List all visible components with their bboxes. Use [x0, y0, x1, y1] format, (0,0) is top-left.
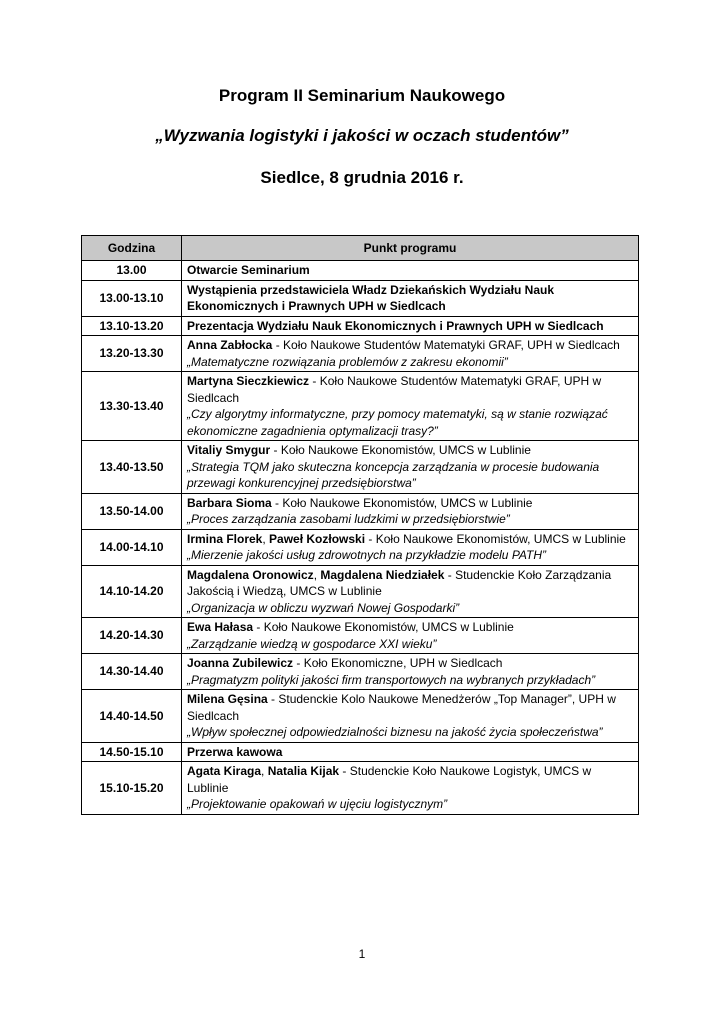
row-item — [182, 742, 639, 762]
row-item — [182, 493, 639, 529]
table-row — [82, 654, 639, 690]
row-item — [182, 336, 639, 372]
page-number: 1 — [358, 947, 366, 961]
row-topic: „Strategia TQM jako skuteczna koncepcja zarządzania w procesie budowania przewagi konkurencyjnej przedsiębiorstwa” — [187, 459, 600, 490]
table-row — [82, 316, 639, 336]
row-lead-second: Paweł Kozłowski — [269, 531, 366, 546]
row-item — [182, 762, 639, 815]
place-date: Siedlce, 8 grudnia 2016 r. — [260, 168, 464, 187]
row-topic: „Proces zarządzania zasobami ludzkimi w przedsiębiorstwie” — [187, 512, 510, 526]
row-time: 13.40-13.50 — [82, 441, 182, 494]
row-lead: Martyna Sieczkiewicz — [187, 374, 310, 388]
row-item — [182, 280, 639, 316]
row-topic: „Wpływ społecznej odpowiedzialności biznesu na jakość życia społeczeństwa” — [187, 725, 603, 739]
table-row — [82, 280, 639, 316]
table-row — [82, 493, 639, 529]
row-affiliation: - Koło Naukowe Studentów Matematyki GRAF, UPH w Siedlcach — [272, 338, 620, 352]
row-lead: Otwarcie Seminarium — [187, 263, 310, 277]
row-affiliation: - Koło Naukowe Ekonomistów, UMCS w Lublinie — [365, 531, 626, 546]
row-time: 14.20-14.30 — [82, 618, 182, 654]
table-row — [82, 336, 639, 372]
row-lead: Agata Kiraga — [187, 764, 262, 778]
row-item — [182, 261, 639, 281]
row-item — [182, 654, 639, 690]
document-title: Program II Seminarium Naukowego — [218, 86, 506, 105]
row-time: 14.30-14.40 — [82, 654, 182, 690]
table-header-row — [82, 236, 639, 261]
row-topic: „Matematyczne rozwiązania problemów z zakresu ekonomii” — [187, 354, 508, 369]
row-item — [182, 690, 639, 743]
row-time: 13.30-13.40 — [82, 372, 182, 441]
row-lead: Anna Zabłocka — [187, 338, 273, 352]
row-topic: „Zarządzanie wiedzą w gospodarce XXI wieku” — [187, 636, 437, 651]
row-affiliation: - Studenckie Koło Naukowe Logistyk, UMCS w Lublinie — [187, 764, 592, 795]
row-affiliation: - Koło Naukowe Ekonomistów, UMCS w Lublinie — [270, 443, 531, 457]
row-lead: Magdalena Oronowicz — [187, 567, 314, 582]
row-topic: „Projektowanie opakowań w ujęciu logistycznym” — [187, 797, 448, 811]
program-table — [81, 235, 639, 815]
column-header-time: Godzina — [82, 236, 182, 261]
table-row — [82, 261, 639, 281]
seminar-subtitle: „Wyzwania logistyki i jakości w oczach studentów” — [155, 126, 569, 145]
column-header-item: Punkt programu — [182, 236, 639, 261]
table-row — [82, 618, 639, 654]
row-topic: „Czy algorytmy informatyczne, przy pomocy matematyki, są w stanie rozwiązać ekonomiczne zagadnienia optymalizacji trasy?” — [187, 407, 608, 438]
row-time: 14.50-15.10 — [82, 742, 182, 762]
row-affiliation: - Koło Ekonomiczne, UPH w Siedlcach — [293, 656, 503, 670]
table-row — [82, 690, 639, 743]
row-affiliation: - Studenckie Kolo Naukowe Menedżerów „Top Manager”, UPH w Siedlcach — [187, 692, 616, 723]
row-time: 13.10-13.20 — [82, 316, 182, 336]
row-lead: Barbara Sioma — [187, 495, 272, 510]
row-lead: Irmina Florek — [187, 531, 263, 546]
row-time: 13.20-13.30 — [82, 336, 182, 372]
row-separator: , — [262, 531, 270, 546]
row-item — [182, 618, 639, 654]
row-time: 14.10-14.20 — [82, 565, 182, 618]
row-time: 15.10-15.20 — [82, 762, 182, 815]
row-time: 13.00 — [82, 261, 182, 281]
row-affiliation: - Studenckie Koło Zarządzania Jakością i Wiedzą, UMCS w Lublinie — [187, 567, 612, 598]
row-topic: „Pragmatyzm polityki jakości firm transportowych na wybranych przykładach” — [187, 672, 596, 687]
row-item — [182, 441, 639, 494]
row-item — [182, 529, 639, 565]
row-affiliation: - Koło Naukowe Studentów Matematyki GRAF, UPH w Siedlcach — [187, 374, 602, 405]
row-lead-second: Natalia Kijak — [267, 764, 340, 778]
row-separator: , — [261, 764, 268, 778]
row-time: 14.40-14.50 — [82, 690, 182, 743]
program-body — [82, 261, 639, 815]
row-item — [182, 372, 639, 441]
row-affiliation: - Koło Naukowe Ekonomistów, UMCS w Lublinie — [271, 495, 533, 510]
row-lead: Ewa Hałasa — [187, 620, 254, 634]
row-lead: Milena Gęsina — [187, 692, 268, 706]
row-lead: Przerwa kawowa — [187, 744, 283, 759]
row-lead: Wystąpienia przedstawiciela Władz Dziekańskich Wydziału Nauk Ekonomicznych i Prawnych UPH w Siedlcach — [187, 282, 555, 313]
row-affiliation: - Koło Naukowe Ekonomistów, UMCS w Lublinie — [253, 620, 514, 634]
row-time: 14.00-14.10 — [82, 529, 182, 565]
row-topic: „Mierzenie jakości usług zdrowotnych na przykładzie modelu PATH” — [187, 548, 547, 562]
table-row — [82, 441, 639, 494]
table-row — [82, 565, 639, 618]
row-time: 13.00-13.10 — [82, 280, 182, 316]
row-topic: „Organizacja w obliczu wyzwań Nowej Gospodarki” — [187, 600, 460, 615]
row-lead: Vitaliy Smygur — [187, 443, 271, 457]
table-row — [82, 529, 639, 565]
row-lead: Prezentacja Wydziału Nauk Ekonomicznych i Prawnych UPH w Siedlcach — [187, 318, 604, 333]
row-separator: , — [313, 567, 321, 582]
table-row — [82, 372, 639, 441]
row-lead-second: Magdalena Niedziałek — [320, 567, 445, 582]
row-lead: Joanna Zubilewicz — [187, 656, 294, 670]
row-item — [182, 316, 639, 336]
row-time: 13.50-14.00 — [82, 493, 182, 529]
row-item — [182, 565, 639, 618]
table-row — [82, 742, 639, 762]
table-row — [82, 762, 639, 815]
